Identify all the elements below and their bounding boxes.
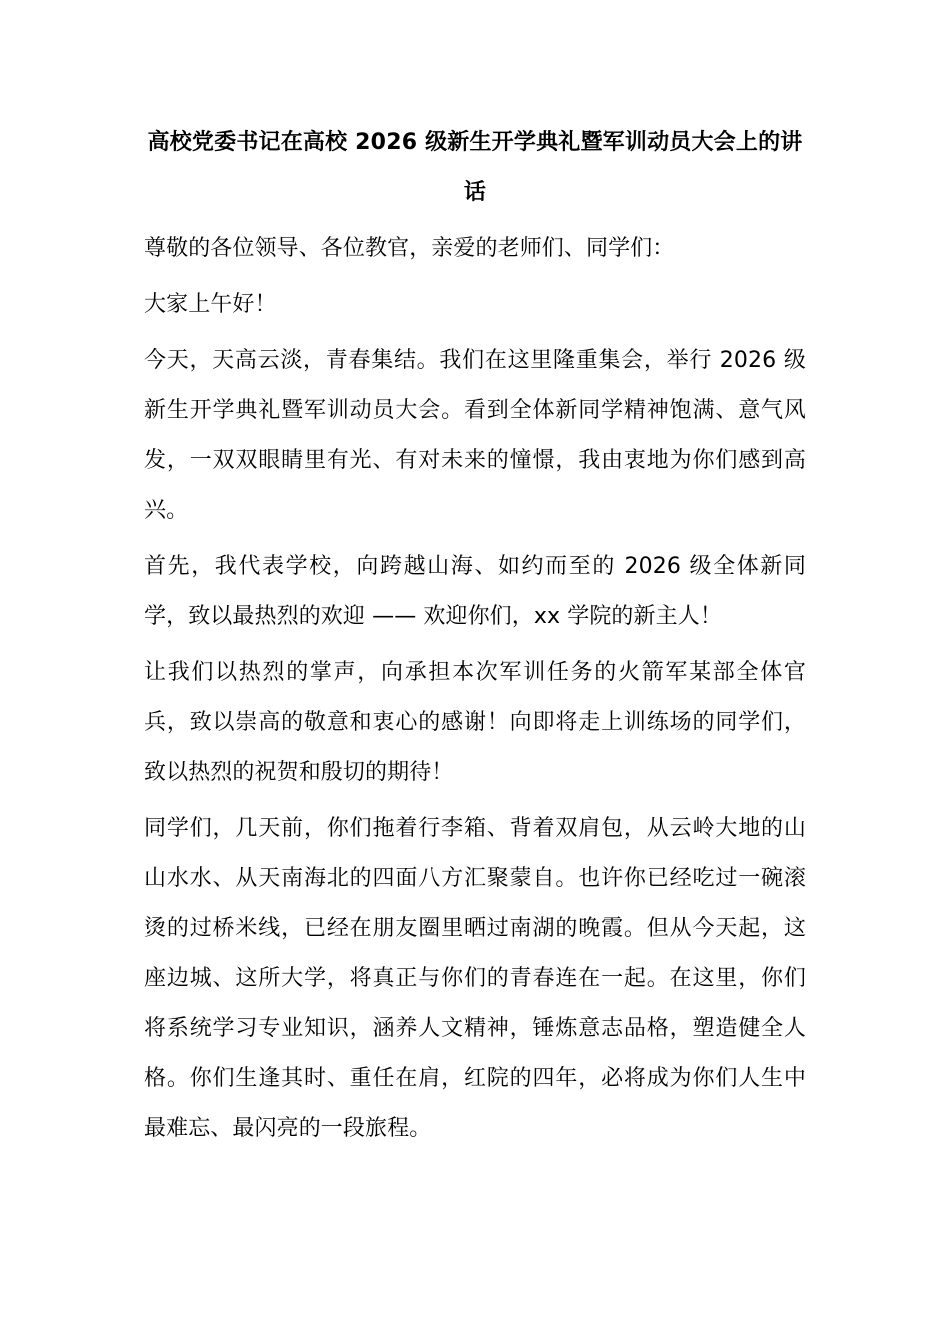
paragraph-journey: 同学们，几天前，你们拖着行李箱、背着双肩包，从云岭大地的山山水水、从天南海北的四面八方汇聚蒙自。也许你已经吃过一碗滚烫的过桥米线，已经在朋友圈里晒过南湖的晚霞。但从今天起，这座边城、这所大学，将真正与你们的青春连在一起。在这里，你们将系统学习专业知识，涵养人文精神，锤炼意志品格，塑造健全人格。你们生逢其时、重任在肩，红院的四年，必将成为你们人生中最难忘、最闪亮的一段旅程。 <box>144 816 806 1141</box>
paragraph-greeting: 大家上午好！ <box>144 292 277 317</box>
document-title: 高校党委书记在高校 2026 级新生开学典礼暨军训动员大会上的讲话 <box>147 130 803 205</box>
paragraph-thanks: 让我们以热烈的掌声，向承担本次军训任务的火箭军某部全体官兵，致以崇高的敬意和衷心的感谢！向即将走上训练场的同学们，致以热烈的祝贺和殷切的期待！ <box>144 660 806 785</box>
paragraph-welcome: 首先，我代表学校，向跨越山海、如约而至的 2026 级全体新同学，致以最热烈的欢迎 —— 欢迎你们，xx 学院的新主人！ <box>144 554 806 629</box>
document-body <box>144 224 806 1160</box>
paragraph-opening: 今天，天高云淡，青春集结。我们在这里隆重集会，举行 2026 级新生开学典礼暨军训动员大会。看到全体新同学精神饱满、意气风发，一双双眼睛里有光、有对未来的憧憬，我由衷地为你们感到高兴。 <box>144 348 806 523</box>
paragraph-salutation: 尊敬的各位领导、各位教官，亲爱的老师们、同学们： <box>144 236 675 261</box>
